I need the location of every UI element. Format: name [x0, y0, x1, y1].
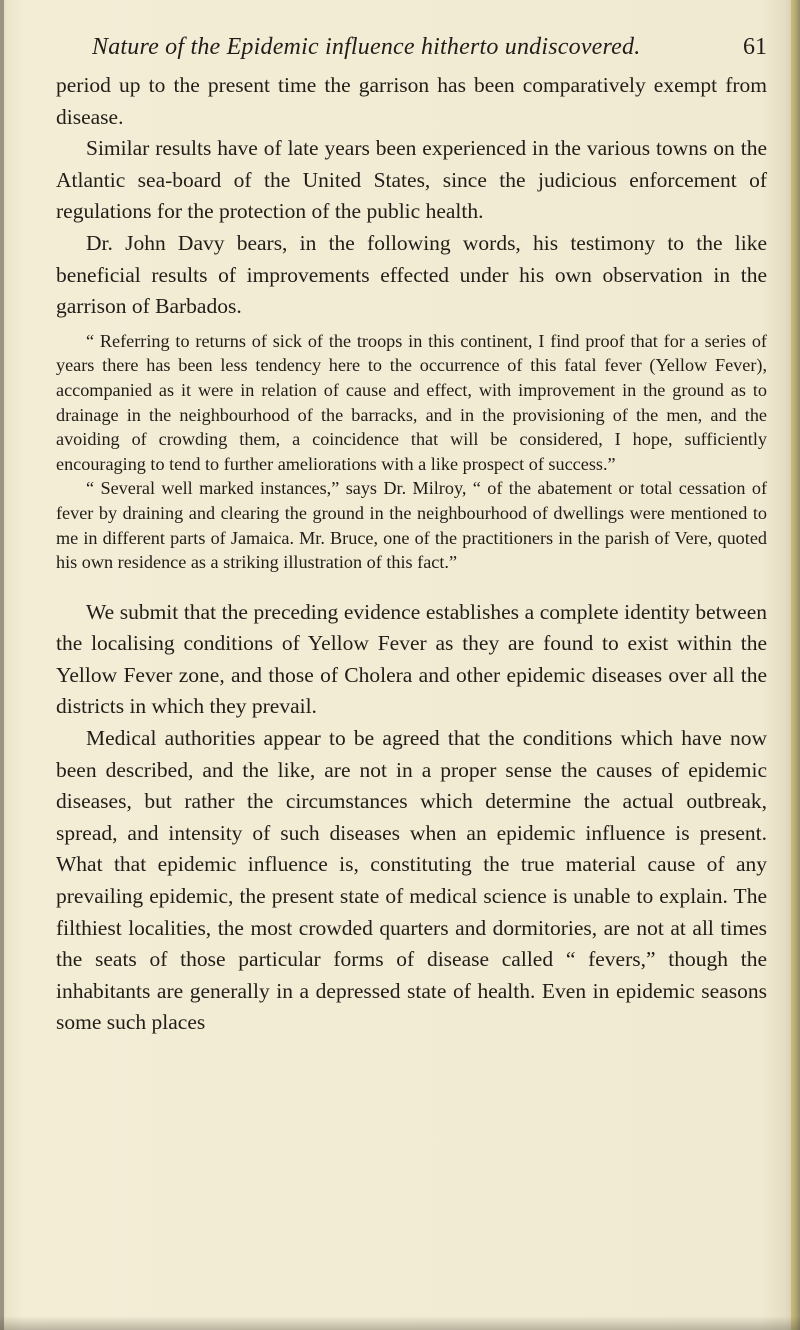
page-left-edge	[0, 0, 4, 1330]
running-head: Nature of the Epidemic influence hitherto undiscovered.	[92, 34, 641, 60]
text-block	[56, 70, 767, 1039]
page-number: 61	[743, 34, 767, 60]
quotation: “ Referring to returns of sick of the troops in this continent, I find proof that for a series of years there has been less tendency here to the occurrence of this fatal fever (Yellow Fever), accompanied as it were in relation of cause and effect, with improvement in the ground as to drainage in the neighbourhood of the barracks, and in the provisioning of the men, and the avoiding of crowding them, a coincidence that will be considered, I hope, sufficiently encouraging to tend to further ameliorations with a like prospect of success.”	[56, 330, 767, 474]
page-header	[92, 34, 767, 64]
section-gap	[56, 575, 767, 597]
paragraph: Dr. John Davy bears, in the following words, his testimony to the like beneficial results of improvements effected under his own observation in the garrison of Barbados.	[56, 230, 767, 319]
quotation-block	[56, 329, 767, 575]
paragraph: Medical authorities appear to be agreed that the conditions which have now been described, and the like, are not in a proper sense the causes of epidemic diseases, but rather the circumstances which determine the actual outbreak, spread, and intensity of such diseases when an epidemic influence is present. What that epidemic influence is, constituting the true material cause of any prevailing epidemic, the present state of medical science is unable to explain. The filthiest localities, the most crowded quarters and dormitories, are not at all times the seats of those particular forms of disease called “ fevers,” though the inhabitants are generally in a depressed state of health. Even in epidemic seasons some such places	[56, 726, 767, 1035]
paragraph: period up to the present time the garrison has been comparatively exempt from disease.	[56, 73, 767, 129]
paragraph: Similar results have of late years been experienced in the various towns on the Atlantic sea-board of the United States, since the judicious enforcement of regulations for the protection of the public health.	[56, 136, 767, 224]
quotation: “ Several well marked instances,” says Dr. Milroy, “ of the abatement or total cessation of fever by draining and clearing the ground in the neighbourhood of dwellings were mentioned to me in different parts of Jamaica. Mr. Bruce, one of the practitioners in the parish of Vere, quoted his own residence as a striking illustration of this fact.”	[56, 478, 767, 573]
paragraph: We submit that the preceding evidence establishes a complete identity between the localising conditions of Yellow Fever as they are found to exist within the Yellow Fever zone, and those of Cholera and other epidemic diseases over all the districts in which they prevail.	[56, 599, 767, 719]
page-bottom-shadow	[0, 1316, 800, 1330]
page-right-edge	[791, 0, 800, 1330]
